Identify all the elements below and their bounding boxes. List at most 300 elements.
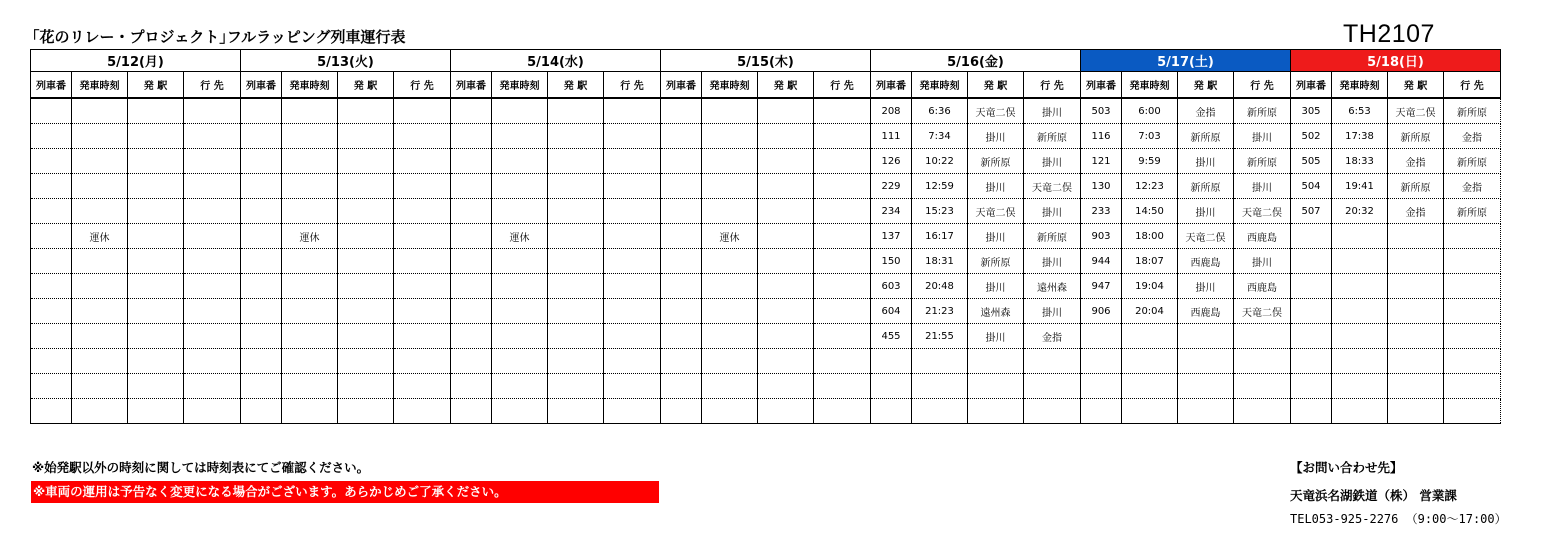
document-code: TH2107 bbox=[1343, 20, 1435, 48]
empty-cell bbox=[128, 224, 184, 249]
train-number: 126 bbox=[871, 149, 912, 174]
empty-cell bbox=[451, 274, 492, 299]
column-header: 発車時刻 bbox=[1332, 72, 1388, 99]
destination: 掛川 bbox=[1234, 124, 1291, 149]
empty-cell bbox=[604, 374, 661, 399]
train-number: 603 bbox=[871, 274, 912, 299]
train-number: 150 bbox=[871, 249, 912, 274]
train-number: 502 bbox=[1291, 124, 1332, 149]
empty-cell bbox=[241, 98, 282, 124]
table-row bbox=[31, 249, 1501, 274]
empty-cell bbox=[661, 374, 702, 399]
departure-station: 天竜二俣 bbox=[968, 199, 1024, 224]
empty-cell bbox=[661, 98, 702, 124]
empty-cell bbox=[758, 249, 814, 274]
train-number: 906 bbox=[1081, 299, 1122, 324]
empty-cell bbox=[184, 98, 241, 124]
empty-cell bbox=[451, 199, 492, 224]
empty-cell bbox=[184, 349, 241, 374]
empty-cell bbox=[702, 124, 758, 149]
empty-cell bbox=[702, 199, 758, 224]
empty-cell bbox=[1444, 274, 1501, 299]
departure-station: 金指 bbox=[1388, 199, 1444, 224]
empty-cell bbox=[31, 199, 72, 224]
departure-time: 10:22 bbox=[912, 149, 968, 174]
empty-cell bbox=[548, 174, 604, 199]
empty-cell bbox=[1388, 324, 1444, 349]
empty-cell bbox=[492, 399, 548, 424]
column-header: 発 駅 bbox=[758, 72, 814, 99]
empty-cell bbox=[604, 224, 661, 249]
column-header: 列車番 bbox=[661, 72, 702, 99]
empty-cell bbox=[814, 274, 871, 299]
empty-cell bbox=[128, 399, 184, 424]
empty-cell bbox=[31, 349, 72, 374]
empty-cell bbox=[1332, 299, 1388, 324]
empty-cell bbox=[912, 399, 968, 424]
table-row bbox=[31, 174, 1501, 199]
empty-cell bbox=[72, 274, 128, 299]
departure-station: 掛川 bbox=[1178, 274, 1234, 299]
empty-cell bbox=[1081, 349, 1122, 374]
day-header: 5/14(水) bbox=[451, 50, 661, 72]
departure-time: 7:03 bbox=[1122, 124, 1178, 149]
suspended-label: 運休 bbox=[72, 224, 128, 249]
destination: 天竜二俣 bbox=[1234, 299, 1291, 324]
empty-cell bbox=[394, 224, 451, 249]
note-timetable-check: ※始発駅以外の時刻に関しては時刻表にてご確認ください。 bbox=[32, 460, 370, 475]
empty-cell bbox=[604, 299, 661, 324]
column-header: 行 先 bbox=[604, 72, 661, 99]
empty-cell bbox=[661, 299, 702, 324]
empty-cell bbox=[184, 324, 241, 349]
day-header: 5/12(月) bbox=[31, 50, 241, 72]
column-header: 列車番 bbox=[1081, 72, 1122, 99]
empty-cell bbox=[661, 349, 702, 374]
train-number: 903 bbox=[1081, 224, 1122, 249]
empty-cell bbox=[492, 324, 548, 349]
destination: 掛川 bbox=[1024, 149, 1081, 174]
empty-cell bbox=[451, 399, 492, 424]
departure-time: 9:59 bbox=[1122, 149, 1178, 174]
empty-cell bbox=[72, 174, 128, 199]
train-number: 944 bbox=[1081, 249, 1122, 274]
empty-cell bbox=[282, 124, 338, 149]
empty-cell bbox=[72, 324, 128, 349]
empty-cell bbox=[128, 324, 184, 349]
column-header: 列車番 bbox=[31, 72, 72, 99]
train-number: 208 bbox=[871, 98, 912, 124]
empty-cell bbox=[702, 98, 758, 124]
empty-cell bbox=[338, 174, 394, 199]
empty-cell bbox=[814, 374, 871, 399]
destination: 金指 bbox=[1444, 174, 1501, 199]
departure-time: 17:38 bbox=[1332, 124, 1388, 149]
empty-cell bbox=[702, 249, 758, 274]
departure-station: 新所原 bbox=[1388, 124, 1444, 149]
empty-cell bbox=[1291, 399, 1332, 424]
empty-cell bbox=[758, 149, 814, 174]
empty-cell bbox=[548, 399, 604, 424]
departure-time: 18:07 bbox=[1122, 249, 1178, 274]
empty-cell bbox=[31, 299, 72, 324]
departure-station: 掛川 bbox=[968, 124, 1024, 149]
train-number: 305 bbox=[1291, 98, 1332, 124]
destination: 新所原 bbox=[1024, 124, 1081, 149]
empty-cell bbox=[661, 124, 702, 149]
departure-station: 新所原 bbox=[1388, 174, 1444, 199]
empty-cell bbox=[72, 249, 128, 274]
empty-cell bbox=[31, 399, 72, 424]
empty-cell bbox=[604, 174, 661, 199]
empty-cell bbox=[492, 299, 548, 324]
empty-cell bbox=[394, 399, 451, 424]
departure-time: 21:23 bbox=[912, 299, 968, 324]
empty-cell bbox=[184, 299, 241, 324]
destination: 掛川 bbox=[1024, 199, 1081, 224]
empty-cell bbox=[758, 199, 814, 224]
empty-cell bbox=[394, 324, 451, 349]
empty-cell bbox=[128, 174, 184, 199]
page-title: ｢花のリレー・プロジェクト｣フルラッピング列車運行表 bbox=[32, 28, 406, 46]
empty-cell bbox=[912, 374, 968, 399]
empty-cell bbox=[702, 274, 758, 299]
empty-cell bbox=[241, 299, 282, 324]
empty-cell bbox=[1291, 299, 1332, 324]
train-number: 503 bbox=[1081, 98, 1122, 124]
empty-cell bbox=[1024, 374, 1081, 399]
empty-cell bbox=[241, 224, 282, 249]
column-header: 列車番 bbox=[241, 72, 282, 99]
departure-time: 20:32 bbox=[1332, 199, 1388, 224]
empty-cell bbox=[548, 98, 604, 124]
empty-cell bbox=[451, 149, 492, 174]
empty-cell bbox=[1122, 399, 1178, 424]
empty-cell bbox=[72, 124, 128, 149]
empty-cell bbox=[282, 374, 338, 399]
empty-cell bbox=[338, 124, 394, 149]
day-header: 5/15(木) bbox=[661, 50, 871, 72]
empty-cell bbox=[338, 324, 394, 349]
empty-cell bbox=[128, 274, 184, 299]
column-header: 発車時刻 bbox=[282, 72, 338, 99]
train-number: 111 bbox=[871, 124, 912, 149]
empty-cell bbox=[72, 299, 128, 324]
departure-time: 7:34 bbox=[912, 124, 968, 149]
empty-cell bbox=[338, 274, 394, 299]
empty-cell bbox=[451, 124, 492, 149]
empty-cell bbox=[31, 98, 72, 124]
empty-cell bbox=[758, 124, 814, 149]
table-row bbox=[31, 324, 1501, 349]
departure-station: 掛川 bbox=[968, 174, 1024, 199]
destination: 新所原 bbox=[1444, 149, 1501, 174]
empty-cell bbox=[702, 149, 758, 174]
empty-cell bbox=[1081, 324, 1122, 349]
empty-cell bbox=[1234, 324, 1291, 349]
empty-cell bbox=[241, 374, 282, 399]
empty-cell bbox=[604, 324, 661, 349]
empty-cell bbox=[128, 249, 184, 274]
empty-cell bbox=[492, 349, 548, 374]
empty-cell bbox=[548, 124, 604, 149]
empty-cell bbox=[1122, 324, 1178, 349]
empty-cell bbox=[451, 324, 492, 349]
column-header: 行 先 bbox=[1444, 72, 1501, 99]
empty-cell bbox=[241, 349, 282, 374]
empty-cell bbox=[1388, 274, 1444, 299]
departure-time: 18:00 bbox=[1122, 224, 1178, 249]
empty-cell bbox=[814, 149, 871, 174]
departure-station: 新所原 bbox=[968, 249, 1024, 274]
empty-cell bbox=[1081, 374, 1122, 399]
column-header: 発車時刻 bbox=[912, 72, 968, 99]
empty-cell bbox=[394, 98, 451, 124]
column-header: 行 先 bbox=[394, 72, 451, 99]
empty-cell bbox=[241, 149, 282, 174]
table-row bbox=[31, 274, 1501, 299]
empty-cell bbox=[604, 274, 661, 299]
empty-cell bbox=[1388, 374, 1444, 399]
departure-station: 西鹿島 bbox=[1178, 249, 1234, 274]
empty-cell bbox=[1332, 324, 1388, 349]
empty-cell bbox=[871, 399, 912, 424]
empty-cell bbox=[338, 149, 394, 174]
train-number: 947 bbox=[1081, 274, 1122, 299]
empty-cell bbox=[1332, 399, 1388, 424]
departure-time: 19:41 bbox=[1332, 174, 1388, 199]
empty-cell bbox=[548, 324, 604, 349]
empty-cell bbox=[814, 124, 871, 149]
empty-cell bbox=[968, 349, 1024, 374]
empty-cell bbox=[338, 224, 394, 249]
destination: 掛川 bbox=[1024, 98, 1081, 124]
column-header: 発 駅 bbox=[338, 72, 394, 99]
train-number: 455 bbox=[871, 324, 912, 349]
table-row bbox=[31, 349, 1501, 374]
contact-company: 天竜浜名湖鉄道（株） 営業課 bbox=[1290, 488, 1457, 503]
empty-cell bbox=[604, 98, 661, 124]
empty-cell bbox=[758, 174, 814, 199]
empty-cell bbox=[1178, 324, 1234, 349]
departure-station: 掛川 bbox=[968, 274, 1024, 299]
empty-cell bbox=[1024, 399, 1081, 424]
empty-cell bbox=[451, 98, 492, 124]
empty-cell bbox=[184, 374, 241, 399]
empty-cell bbox=[394, 349, 451, 374]
empty-cell bbox=[871, 349, 912, 374]
departure-station: 掛川 bbox=[1178, 199, 1234, 224]
empty-cell bbox=[184, 224, 241, 249]
empty-cell bbox=[1332, 349, 1388, 374]
empty-cell bbox=[604, 249, 661, 274]
column-header: 発 駅 bbox=[128, 72, 184, 99]
empty-cell bbox=[871, 374, 912, 399]
empty-cell bbox=[661, 224, 702, 249]
departure-time: 18:33 bbox=[1332, 149, 1388, 174]
train-number: 234 bbox=[871, 199, 912, 224]
column-header: 発 駅 bbox=[1178, 72, 1234, 99]
empty-cell bbox=[241, 399, 282, 424]
empty-cell bbox=[758, 299, 814, 324]
departure-time: 21:55 bbox=[912, 324, 968, 349]
departure-station: 金指 bbox=[1388, 149, 1444, 174]
empty-cell bbox=[1291, 374, 1332, 399]
column-header: 行 先 bbox=[814, 72, 871, 99]
train-number: 116 bbox=[1081, 124, 1122, 149]
empty-cell bbox=[1234, 349, 1291, 374]
empty-cell bbox=[394, 174, 451, 199]
empty-cell bbox=[282, 98, 338, 124]
departure-station: 遠州森 bbox=[968, 299, 1024, 324]
empty-cell bbox=[31, 274, 72, 299]
suspended-label: 運休 bbox=[702, 224, 758, 249]
empty-cell bbox=[282, 399, 338, 424]
departure-time: 18:31 bbox=[912, 249, 968, 274]
empty-cell bbox=[661, 274, 702, 299]
empty-cell bbox=[758, 324, 814, 349]
empty-cell bbox=[758, 224, 814, 249]
empty-cell bbox=[338, 199, 394, 224]
empty-cell bbox=[451, 174, 492, 199]
empty-cell bbox=[241, 199, 282, 224]
departure-time: 6:00 bbox=[1122, 98, 1178, 124]
empty-cell bbox=[548, 249, 604, 274]
empty-cell bbox=[184, 124, 241, 149]
empty-cell bbox=[451, 299, 492, 324]
suspended-label: 運休 bbox=[492, 224, 548, 249]
empty-cell bbox=[548, 274, 604, 299]
train-number: 233 bbox=[1081, 199, 1122, 224]
train-number: 505 bbox=[1291, 149, 1332, 174]
empty-cell bbox=[1291, 249, 1332, 274]
empty-cell bbox=[492, 374, 548, 399]
day-header: 5/18(日) bbox=[1291, 50, 1501, 72]
empty-cell bbox=[31, 124, 72, 149]
empty-cell bbox=[338, 249, 394, 274]
empty-cell bbox=[1444, 324, 1501, 349]
departure-station: 掛川 bbox=[968, 224, 1024, 249]
empty-cell bbox=[31, 324, 72, 349]
table-row bbox=[31, 399, 1501, 424]
empty-cell bbox=[548, 224, 604, 249]
empty-cell bbox=[282, 324, 338, 349]
empty-cell bbox=[604, 349, 661, 374]
empty-cell bbox=[968, 399, 1024, 424]
train-number: 504 bbox=[1291, 174, 1332, 199]
empty-cell bbox=[1444, 224, 1501, 249]
day-header: 5/13(火) bbox=[241, 50, 451, 72]
empty-cell bbox=[1332, 374, 1388, 399]
empty-cell bbox=[31, 374, 72, 399]
empty-cell bbox=[1444, 399, 1501, 424]
empty-cell bbox=[661, 149, 702, 174]
empty-cell bbox=[282, 174, 338, 199]
table-row bbox=[31, 149, 1501, 174]
empty-cell bbox=[1444, 249, 1501, 274]
train-number: 137 bbox=[871, 224, 912, 249]
empty-cell bbox=[814, 98, 871, 124]
empty-cell bbox=[548, 299, 604, 324]
empty-cell bbox=[492, 199, 548, 224]
empty-cell bbox=[338, 349, 394, 374]
empty-cell bbox=[394, 124, 451, 149]
empty-cell bbox=[758, 98, 814, 124]
empty-cell bbox=[31, 249, 72, 274]
empty-cell bbox=[128, 149, 184, 174]
empty-cell bbox=[451, 349, 492, 374]
empty-cell bbox=[72, 399, 128, 424]
empty-cell bbox=[184, 174, 241, 199]
destination: 新所原 bbox=[1234, 149, 1291, 174]
departure-time: 20:04 bbox=[1122, 299, 1178, 324]
column-header: 行 先 bbox=[1024, 72, 1081, 99]
empty-cell bbox=[394, 149, 451, 174]
departure-station: 西鹿島 bbox=[1178, 299, 1234, 324]
empty-cell bbox=[282, 149, 338, 174]
train-number: 229 bbox=[871, 174, 912, 199]
empty-cell bbox=[702, 374, 758, 399]
empty-cell bbox=[241, 274, 282, 299]
note-operation-change: ※車両の運用は予告なく変更になる場合がございます。あらかじめご了承ください。 bbox=[31, 481, 659, 503]
destination: 新所原 bbox=[1444, 98, 1501, 124]
departure-station: 掛川 bbox=[968, 324, 1024, 349]
empty-cell bbox=[814, 399, 871, 424]
destination: 新所原 bbox=[1444, 199, 1501, 224]
empty-cell bbox=[814, 174, 871, 199]
empty-cell bbox=[492, 149, 548, 174]
table-row bbox=[31, 374, 1501, 399]
column-header: 行 先 bbox=[184, 72, 241, 99]
empty-cell bbox=[492, 124, 548, 149]
empty-cell bbox=[1291, 274, 1332, 299]
empty-cell bbox=[702, 324, 758, 349]
empty-cell bbox=[282, 199, 338, 224]
destination: 金指 bbox=[1024, 324, 1081, 349]
day-header: 5/16(金) bbox=[871, 50, 1081, 72]
empty-cell bbox=[661, 399, 702, 424]
empty-cell bbox=[492, 174, 548, 199]
empty-cell bbox=[1081, 399, 1122, 424]
empty-cell bbox=[814, 299, 871, 324]
train-number: 130 bbox=[1081, 174, 1122, 199]
empty-cell bbox=[1388, 349, 1444, 374]
empty-cell bbox=[1178, 374, 1234, 399]
empty-cell bbox=[604, 399, 661, 424]
departure-time: 6:53 bbox=[1332, 98, 1388, 124]
empty-cell bbox=[241, 324, 282, 349]
destination: 天竜二俣 bbox=[1024, 174, 1081, 199]
empty-cell bbox=[604, 199, 661, 224]
empty-cell bbox=[1388, 299, 1444, 324]
empty-cell bbox=[1332, 274, 1388, 299]
empty-cell bbox=[661, 324, 702, 349]
train-number: 121 bbox=[1081, 149, 1122, 174]
empty-cell bbox=[282, 299, 338, 324]
empty-cell bbox=[394, 249, 451, 274]
empty-cell bbox=[548, 374, 604, 399]
table-row bbox=[31, 299, 1501, 324]
empty-cell bbox=[338, 374, 394, 399]
column-header: 発 駅 bbox=[1388, 72, 1444, 99]
destination: 新所原 bbox=[1234, 98, 1291, 124]
departure-time: 12:59 bbox=[912, 174, 968, 199]
timetable bbox=[30, 49, 1501, 424]
destination: 新所原 bbox=[1024, 224, 1081, 249]
empty-cell bbox=[1178, 399, 1234, 424]
table-row bbox=[31, 98, 1501, 124]
empty-cell bbox=[1332, 224, 1388, 249]
